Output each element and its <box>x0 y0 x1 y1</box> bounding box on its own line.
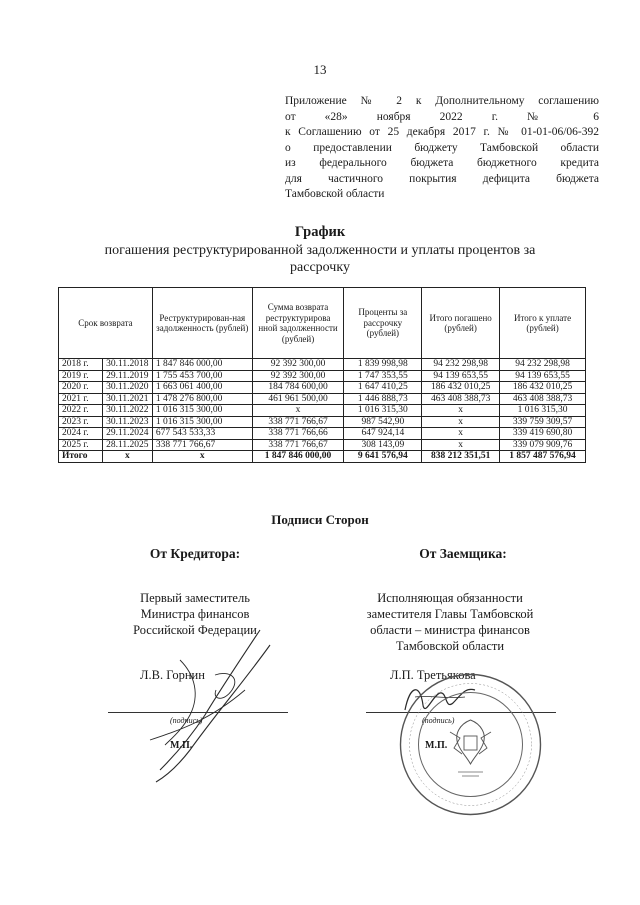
header-cell: Итого к уплате (рублей) <box>500 288 586 359</box>
creditor-stamp-place: М.П. <box>170 740 193 751</box>
cell-date: x <box>102 451 152 463</box>
cell-repay: 338 771 766,66 <box>252 428 344 440</box>
appendix-header <box>285 94 599 203</box>
borrower-stamp-place: М.П. <box>425 740 448 751</box>
cell-due: 339 419 690,80 <box>500 428 586 440</box>
cell-date: 28.11.2025 <box>102 439 152 451</box>
cell-interest: 1 839 998,98 <box>344 359 422 371</box>
cell-debt: 338 771 766,67 <box>152 439 252 451</box>
cell-due: 94 232 298,98 <box>500 359 586 371</box>
cell-due: 463 408 388,73 <box>500 393 586 405</box>
cell-due: 339 759 309,57 <box>500 416 586 428</box>
cell-date: 29.11.2024 <box>102 428 152 440</box>
cell-debt: 1 016 315 300,00 <box>152 405 252 417</box>
header-cell: Проценты за рассрочку (рублей) <box>344 288 422 359</box>
cell-due: 1 016 315,30 <box>500 405 586 417</box>
cell-interest: 1 016 315,30 <box>344 405 422 417</box>
appendix-line: для частичного покрытия дефицита бюджета <box>285 172 599 185</box>
creditor-signature-caption: (подпись) <box>170 716 203 725</box>
cell-due: 339 079 909,76 <box>500 439 586 451</box>
cell-date: 29.11.2019 <box>102 370 152 382</box>
creditor-post-line: Первый заместитель <box>140 591 250 605</box>
creditor-handwritten-signature <box>120 620 290 790</box>
borrower-signer-name: Л.П. Третьякова <box>390 668 476 682</box>
appendix-line: к Соглашению от 25 декабря 2017 г. № 01-01-06/06-392 <box>285 126 599 138</box>
cell-year: 2022 г. <box>59 405 103 417</box>
borrower-post <box>330 590 570 654</box>
cell-repay: x <box>252 405 344 417</box>
cell-repay: 184 784 600,00 <box>252 382 344 394</box>
cell-interest: 1 446 888,73 <box>344 393 422 405</box>
table-header-row <box>59 288 586 359</box>
cell-date: 30.11.2018 <box>102 359 152 371</box>
creditor-party-label: От Кредитора: <box>149 546 241 561</box>
cell-paid: x <box>422 439 500 451</box>
cell-year: 2023 г. <box>59 416 103 428</box>
table-row <box>59 439 586 451</box>
table-row <box>59 359 586 371</box>
signatures-title: Подписи Сторон <box>271 512 369 527</box>
table-row <box>59 416 586 428</box>
borrower-party-label: От Заемщика: <box>419 546 507 561</box>
cell-debt: 1 478 276 800,00 <box>152 393 252 405</box>
creditor-post-line: Российской Федерации <box>133 623 257 637</box>
cell-total-label: Итого <box>59 451 103 463</box>
cell-paid: 463 408 388,73 <box>422 393 500 405</box>
cell-paid: 94 232 298,98 <box>422 359 500 371</box>
table-row <box>59 405 586 417</box>
header-cell: Сумма возврата реструктурирова нной задолженности (рублей) <box>252 288 344 359</box>
cell-year: 2018 г. <box>59 359 103 371</box>
cell-paid: x <box>422 405 500 417</box>
cell-year: 2021 г. <box>59 393 103 405</box>
document-title: График <box>294 224 346 240</box>
cell-year: 2020 г. <box>59 382 103 394</box>
cell-paid: 838 212 351,51 <box>422 451 500 463</box>
official-seal-icon <box>398 672 543 817</box>
cell-interest: 647 924,14 <box>344 428 422 440</box>
borrower-post-line: Тамбовской области <box>395 639 505 653</box>
appendix-line: о предоставлении бюджету Тамбовской области <box>285 141 599 154</box>
header-cell: Реструктурирован-ная задолженность (рублей) <box>152 288 252 359</box>
cell-due: 1 857 487 576,94 <box>500 451 586 463</box>
borrower-post-line: заместителя Главы Тамбовской <box>366 607 534 621</box>
cell-due: 186 432 010,25 <box>500 382 586 394</box>
borrower-post-line: Исполняющая обязанности <box>377 591 523 605</box>
cell-date: 30.11.2020 <box>102 382 152 394</box>
cell-paid: 94 139 653,55 <box>422 370 500 382</box>
cell-year: 2025 г. <box>59 439 103 451</box>
cell-date: 30.11.2021 <box>102 393 152 405</box>
cell-interest: 9 641 576,94 <box>344 451 422 463</box>
table-row <box>59 382 586 394</box>
cell-date: 30.11.2022 <box>102 405 152 417</box>
appendix-line: Тамбовской области <box>285 188 385 200</box>
borrower-post-line: области – министра финансов <box>370 623 530 637</box>
cell-year: 2019 г. <box>59 370 103 382</box>
cell-debt: 1 847 846 000,00 <box>152 359 252 371</box>
cell-repay: 1 847 846 000,00 <box>252 451 344 463</box>
borrower-signature-caption: (подпись) <box>422 716 455 725</box>
cell-paid: x <box>422 416 500 428</box>
cell-paid: 186 432 010,25 <box>422 382 500 394</box>
header-cell: Срок возврата <box>59 288 153 359</box>
table-row <box>59 428 586 440</box>
cell-interest: 1 647 410,25 <box>344 382 422 394</box>
cell-repay: 92 392 300,00 <box>252 370 344 382</box>
table-row <box>59 393 586 405</box>
cell-interest: 987 542,90 <box>344 416 422 428</box>
cell-due: 94 139 653,55 <box>500 370 586 382</box>
cell-debt: x <box>152 451 252 463</box>
cell-repay: 461 961 500,00 <box>252 393 344 405</box>
page-number: 13 <box>313 62 327 77</box>
appendix-line: из федерального бюджета бюджетного кредита <box>285 157 599 169</box>
cell-debt: 1 755 453 700,00 <box>152 370 252 382</box>
repayment-schedule-table <box>58 287 586 463</box>
appendix-line: от «28» ноября 2022 г. № 6 <box>285 110 599 123</box>
cell-repay: 338 771 766,67 <box>252 416 344 428</box>
cell-year: 2024 г. <box>59 428 103 440</box>
cell-interest: 308 143,09 <box>344 439 422 451</box>
document-subtitle: погашения реструктурированной задолженности и уплаты процентов за рассрочку <box>104 243 536 275</box>
cell-paid: x <box>422 428 500 440</box>
cell-debt: 677 543 533,33 <box>152 428 252 440</box>
cell-date: 30.11.2023 <box>102 416 152 428</box>
creditor-post-line: Министра финансов <box>140 607 250 621</box>
appendix-line: Приложение № 2 к Дополнительному соглашению <box>285 95 599 107</box>
cell-repay: 92 392 300,00 <box>252 359 344 371</box>
header-cell: Итого погашено (рублей) <box>422 288 500 359</box>
creditor-signer-name: Л.В. Горнин <box>140 668 205 682</box>
cell-interest: 1 747 353,55 <box>344 370 422 382</box>
table-row <box>59 370 586 382</box>
cell-debt: 1 016 315 300,00 <box>152 416 252 428</box>
cell-debt: 1 663 061 400,00 <box>152 382 252 394</box>
table-total-row <box>59 451 586 463</box>
cell-repay: 338 771 766,67 <box>252 439 344 451</box>
